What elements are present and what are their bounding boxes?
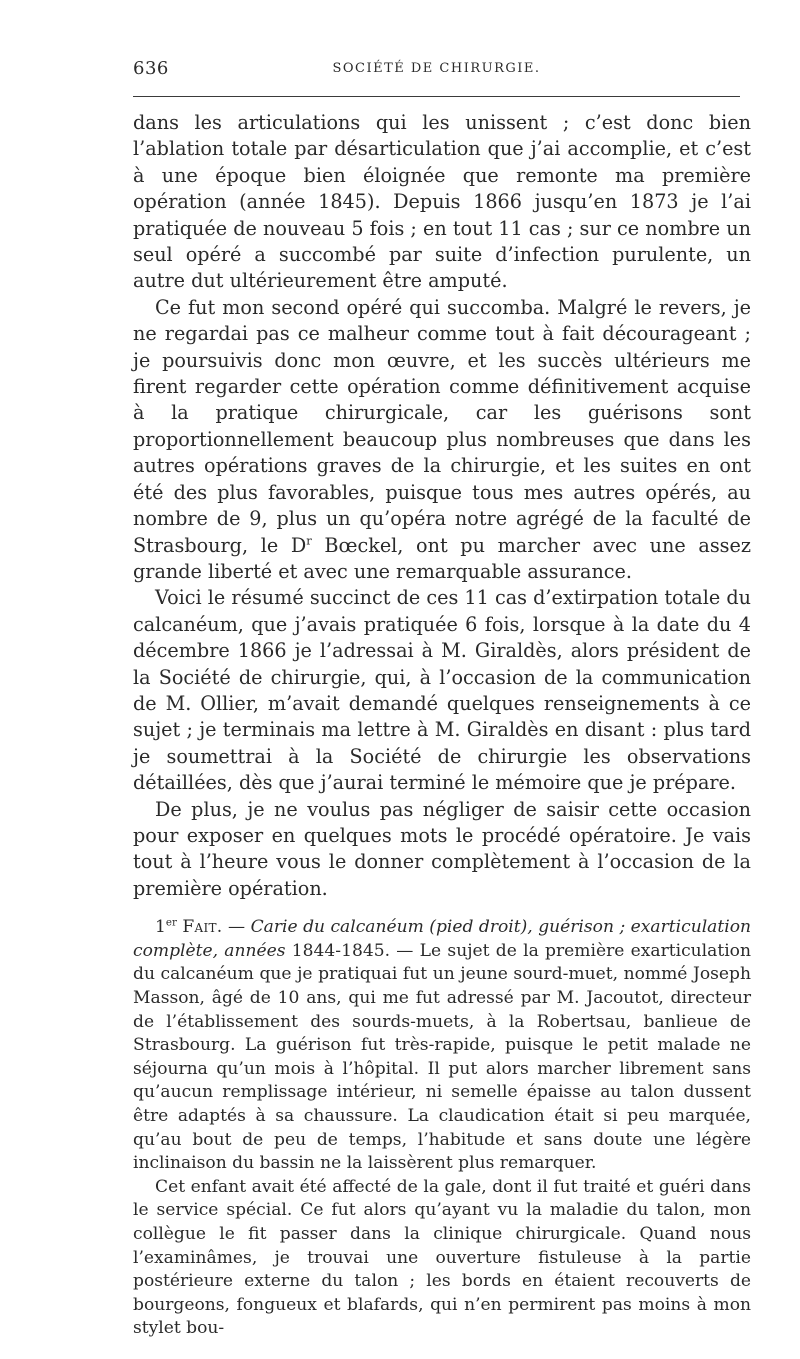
running-head: SOCIÉTÉ DE CHIRURGIE.: [332, 61, 541, 76]
observation-paragraph-1: [133, 916, 751, 1176]
observation-years: 1844-1845.: [285, 940, 391, 961]
observation-number: 1: [155, 917, 166, 938]
paragraph-2-text: Ce fut mon second opéré qui succomba. Malgré le revers, je ne regardai pas ce malheur comme tout à fait décourageant ; je poursuivis donc mon œuvre, et les succès ultérieurs me firent regarder cette opération comme définitivement acquise à la pratique chirurgicale, car les guérisons sont proportionnellement beaucoup plus nombreuses que dans les autres opérations graves de la chirurgie, et les suites en ont été des plus favorables, puisque tous mes autres opérés, au nombre de 9, plus un qu’opéra notre agrégé de la faculté de Strasbourg, le D: [133, 295, 751, 557]
observation-paragraph-2: Cet enfant avait été affecté de la gale, dont il fut traité et guéri dans le service spécial. Ce fut alors qu’ayant vu la maladie du talon, mon collègue le fit passer dans la clinique chirurgicale. Quand nous l’examinâmes, je trouvai une ouverture fistuleuse à la partie postérieure externe du talon ; les bords en étaient recouverts de bourgeons, fongueux et blafards, qui n’en permirent pas moins à mon stylet bou-: [133, 1176, 751, 1339]
observation-number-sup: er: [165, 916, 177, 929]
header-rule: [133, 96, 740, 97]
paragraph-4: De plus, je ne voulus pas négliger de saisir cette occasion pour exposer en quelques mots le procédé opératoire. Je vais tout à l’heure vous le donner complètement à l’occasion de la première opération.: [133, 797, 751, 900]
page-header: [133, 58, 740, 80]
paragraph-1: dans les articulations qui les unissent ; c’est donc bien l’ablation totale par désarticulation que j’ai accomplie, et c’est à une époque bien éloignée que remonte ma première opération (année 1845). Depuis 1866 jusqu’en 1873 je l’ai pratiquée de nouveau 5 fois ; en tout 11 cas ; sur ce nombre un seul opéré a succombé par suite d’infection purulente, un autre dut ultérieurement être amputé.: [133, 111, 751, 293]
observation-text: — Le sujet de la première exarticulation du calcanéum que je pratiquai fut un jeune sourd-muet, nommé Joseph Masson, âgé de 10 ans, qui me fut adressé par M. Jacoutot, directeur de l’établissement des sourds-muets, à la Robertsau, banlieue de Strasbourg. La guérison fut très-rapide, puisque le petit malade ne séjourna qu’un mois à l’hôpital. Il put alors marcher librement sans qu’aucun remplissage intérieur, ni semelle épaisse au talon dussent être adaptés à sa chaussure. La claudication était si peu marquée, qu’au bout de peu de temps, l’habitude et sans doute une légère inclinaison du bassin ne la laissèrent plus remarquer.: [133, 940, 751, 1174]
doctor-abbrev-sup: r: [306, 533, 312, 548]
body-text: [133, 110, 751, 1341]
paragraph-2: [133, 295, 751, 585]
observation-label: Fait.: [182, 917, 223, 938]
paragraph-2-tail: Bœckel, ont pu marcher avec une assez grande liberté et avec une remarquable assurance.: [133, 533, 751, 583]
observation-dash: —: [222, 917, 251, 938]
observation-title: Carie du calcanéum (pied droit), guérison ; exarticulation complète, années: [133, 917, 751, 961]
observation-block: [133, 916, 751, 1341]
paragraph-3: Voici le résumé succinct de ces 11 cas d’extirpation totale du calcanéum, que j’avais pratiquée 6 fois, lorsque à la date du 4 décembre 1866 je l’adressai à M. Giraldès, alors président de la Société de chirurgie, qui, à l’occasion de la communication de M. Ollier, m’avait demandé quelques renseignements à ce sujet ; je terminais ma lettre à M. Giraldès en disant : plus tard je soumettrai à la Société de chirurgie les observations détaillées, dès que j’aurai terminé le mémoire que je prépare.: [133, 586, 751, 795]
page-number: 636: [133, 58, 169, 79]
